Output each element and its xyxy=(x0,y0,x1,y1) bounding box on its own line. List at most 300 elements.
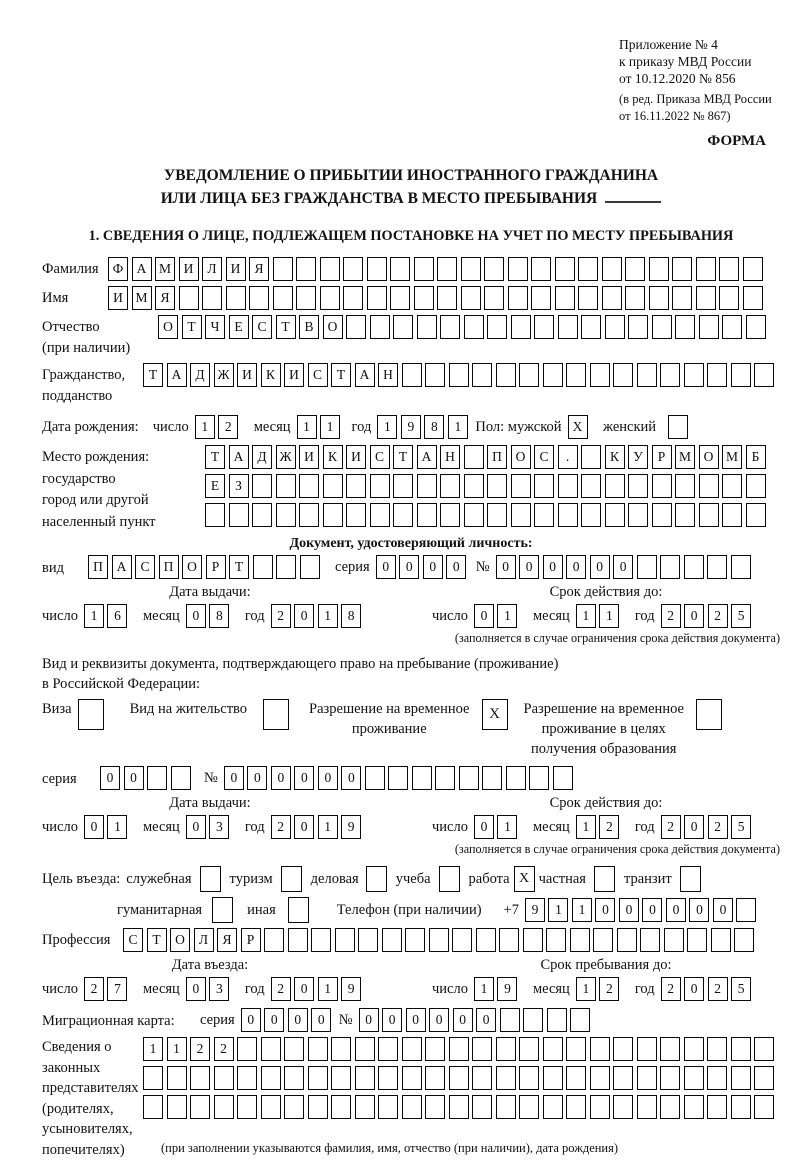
char-cell[interactable] xyxy=(543,1095,563,1119)
char-cell[interactable]: 5 xyxy=(731,815,751,839)
char-cell[interactable] xyxy=(459,766,479,790)
char-cell[interactable] xyxy=(311,928,331,952)
char-cell[interactable] xyxy=(675,474,695,498)
char-cell[interactable]: 0 xyxy=(186,815,206,839)
char-cell[interactable]: 0 xyxy=(590,555,610,579)
char-cell[interactable] xyxy=(746,503,766,527)
char-cell[interactable]: 0 xyxy=(474,815,494,839)
char-cell[interactable]: 5 xyxy=(731,604,751,628)
char-cell[interactable] xyxy=(417,474,437,498)
char-cell[interactable] xyxy=(171,766,191,790)
char-cell[interactable]: 2 xyxy=(599,977,619,1001)
char-cell[interactable]: 0 xyxy=(359,1008,379,1032)
char-cell[interactable] xyxy=(167,1095,187,1119)
char-cell[interactable] xyxy=(566,1095,586,1119)
char-cell[interactable] xyxy=(402,1095,422,1119)
char-cell[interactable] xyxy=(555,286,575,310)
char-cell[interactable] xyxy=(605,503,625,527)
char-cell[interactable] xyxy=(205,503,225,527)
char-cell[interactable] xyxy=(546,928,566,952)
char-cell[interactable]: Ч xyxy=(205,315,225,339)
char-cell[interactable]: 1 xyxy=(297,415,317,439)
char-cell[interactable]: Я xyxy=(249,257,269,281)
char-cell[interactable] xyxy=(237,1037,257,1061)
char-cell[interactable]: 0 xyxy=(241,1008,261,1032)
char-cell[interactable]: К xyxy=(323,445,343,469)
char-cell[interactable] xyxy=(684,1066,704,1090)
char-cell[interactable]: 0 xyxy=(271,766,291,790)
char-cell[interactable] xyxy=(707,1066,727,1090)
char-cell[interactable]: В xyxy=(299,315,319,339)
char-cell[interactable]: П xyxy=(88,555,108,579)
char-cell[interactable] xyxy=(696,286,716,310)
char-cell[interactable]: Д xyxy=(190,363,210,387)
char-cell[interactable] xyxy=(637,363,657,387)
char-cell[interactable]: С xyxy=(534,445,554,469)
char-cell[interactable] xyxy=(506,766,526,790)
char-cell[interactable] xyxy=(652,315,672,339)
char-cell[interactable]: 1 xyxy=(576,977,596,1001)
char-cell[interactable]: 0 xyxy=(311,1008,331,1032)
char-cell[interactable]: . xyxy=(558,445,578,469)
purpose-official-checkbox[interactable] xyxy=(200,866,221,892)
char-cell[interactable] xyxy=(496,1037,516,1061)
char-cell[interactable]: Ф xyxy=(108,257,128,281)
char-cell[interactable] xyxy=(523,1008,543,1032)
char-cell[interactable]: И xyxy=(346,445,366,469)
char-cell[interactable]: С xyxy=(135,555,155,579)
char-cell[interactable] xyxy=(625,286,645,310)
char-cell[interactable] xyxy=(613,363,633,387)
char-cell[interactable] xyxy=(440,315,460,339)
char-cell[interactable]: 0 xyxy=(318,766,338,790)
char-cell[interactable]: 0 xyxy=(429,1008,449,1032)
char-cell[interactable] xyxy=(696,257,716,281)
char-cell[interactable]: 1 xyxy=(448,415,468,439)
char-cell[interactable] xyxy=(487,315,507,339)
char-cell[interactable] xyxy=(261,1095,281,1119)
char-cell[interactable] xyxy=(472,1095,492,1119)
char-cell[interactable] xyxy=(320,257,340,281)
char-cell[interactable] xyxy=(660,1037,680,1061)
char-cell[interactable] xyxy=(731,1095,751,1119)
char-cell[interactable]: А xyxy=(112,555,132,579)
char-cell[interactable] xyxy=(581,474,601,498)
char-cell[interactable]: 9 xyxy=(341,977,361,1001)
char-cell[interactable]: 3 xyxy=(209,977,229,1001)
char-cell[interactable]: 0 xyxy=(294,766,314,790)
char-cell[interactable] xyxy=(508,257,528,281)
char-cell[interactable] xyxy=(308,1037,328,1061)
char-cell[interactable] xyxy=(707,1037,727,1061)
char-cell[interactable] xyxy=(590,1095,610,1119)
char-cell[interactable] xyxy=(675,503,695,527)
char-cell[interactable]: Т xyxy=(331,363,351,387)
char-cell[interactable]: 1 xyxy=(377,415,397,439)
char-cell[interactable]: М xyxy=(722,445,742,469)
temp-residence-education-checkbox[interactable] xyxy=(696,699,722,730)
char-cell[interactable] xyxy=(590,363,610,387)
char-cell[interactable] xyxy=(472,1037,492,1061)
char-cell[interactable] xyxy=(449,1066,469,1090)
char-cell[interactable] xyxy=(722,503,742,527)
char-cell[interactable]: О xyxy=(170,928,190,952)
char-cell[interactable] xyxy=(378,1066,398,1090)
char-cell[interactable] xyxy=(402,363,422,387)
char-cell[interactable] xyxy=(390,286,410,310)
char-cell[interactable]: Ж xyxy=(214,363,234,387)
char-cell[interactable] xyxy=(320,286,340,310)
char-cell[interactable]: 2 xyxy=(271,604,291,628)
char-cell[interactable]: И xyxy=(299,445,319,469)
char-cell[interactable]: Т xyxy=(147,928,167,952)
char-cell[interactable] xyxy=(308,1095,328,1119)
char-cell[interactable]: 2 xyxy=(271,815,291,839)
purpose-tourism-checkbox[interactable] xyxy=(281,866,302,892)
char-cell[interactable] xyxy=(355,1095,375,1119)
char-cell[interactable] xyxy=(252,474,272,498)
char-cell[interactable]: 0 xyxy=(476,1008,496,1032)
char-cell[interactable]: А xyxy=(167,363,187,387)
char-cell[interactable] xyxy=(382,928,402,952)
char-cell[interactable] xyxy=(754,363,774,387)
char-cell[interactable]: 7 xyxy=(107,977,127,1001)
char-cell[interactable]: 0 xyxy=(294,604,314,628)
char-cell[interactable]: С xyxy=(370,445,390,469)
char-cell[interactable] xyxy=(637,1095,657,1119)
char-cell[interactable] xyxy=(370,503,390,527)
char-cell[interactable]: М xyxy=(155,257,175,281)
char-cell[interactable] xyxy=(296,257,316,281)
char-cell[interactable] xyxy=(367,257,387,281)
char-cell[interactable] xyxy=(570,1008,590,1032)
char-cell[interactable] xyxy=(590,1037,610,1061)
char-cell[interactable]: 2 xyxy=(214,1037,234,1061)
char-cell[interactable]: 0 xyxy=(84,815,104,839)
char-cell[interactable] xyxy=(543,1037,563,1061)
char-cell[interactable] xyxy=(288,928,308,952)
char-cell[interactable] xyxy=(412,766,432,790)
char-cell[interactable]: 1 xyxy=(167,1037,187,1061)
char-cell[interactable] xyxy=(229,503,249,527)
char-cell[interactable]: 1 xyxy=(548,898,568,922)
char-cell[interactable] xyxy=(323,474,343,498)
char-cell[interactable]: 0 xyxy=(382,1008,402,1032)
char-cell[interactable] xyxy=(578,257,598,281)
char-cell[interactable]: 3 xyxy=(209,815,229,839)
char-cell[interactable] xyxy=(323,503,343,527)
char-cell[interactable]: 1 xyxy=(84,604,104,628)
char-cell[interactable]: 0 xyxy=(566,555,586,579)
char-cell[interactable]: Т xyxy=(393,445,413,469)
char-cell[interactable]: Б xyxy=(746,445,766,469)
char-cell[interactable]: 1 xyxy=(599,604,619,628)
char-cell[interactable] xyxy=(578,286,598,310)
char-cell[interactable] xyxy=(496,1095,516,1119)
char-cell[interactable] xyxy=(649,286,669,310)
char-cell[interactable] xyxy=(637,555,657,579)
char-cell[interactable] xyxy=(637,1037,657,1061)
char-cell[interactable]: Ж xyxy=(276,445,296,469)
char-cell[interactable] xyxy=(461,286,481,310)
char-cell[interactable]: М xyxy=(132,286,152,310)
char-cell[interactable]: С xyxy=(123,928,143,952)
sex-female-checkbox[interactable] xyxy=(668,415,688,439)
char-cell[interactable] xyxy=(487,474,507,498)
char-cell[interactable]: 9 xyxy=(401,415,421,439)
char-cell[interactable] xyxy=(508,286,528,310)
char-cell[interactable] xyxy=(284,1066,304,1090)
char-cell[interactable]: Я xyxy=(155,286,175,310)
char-cell[interactable] xyxy=(613,1037,633,1061)
char-cell[interactable]: 0 xyxy=(186,977,206,1001)
char-cell[interactable]: П xyxy=(487,445,507,469)
char-cell[interactable]: 1 xyxy=(497,604,517,628)
char-cell[interactable] xyxy=(425,363,445,387)
char-cell[interactable] xyxy=(500,1008,520,1032)
char-cell[interactable] xyxy=(437,257,457,281)
char-cell[interactable] xyxy=(566,363,586,387)
char-cell[interactable] xyxy=(402,1066,422,1090)
char-cell[interactable]: С xyxy=(308,363,328,387)
char-cell[interactable] xyxy=(331,1095,351,1119)
char-cell[interactable] xyxy=(660,555,680,579)
char-cell[interactable]: 2 xyxy=(599,815,619,839)
char-cell[interactable]: И xyxy=(284,363,304,387)
char-cell[interactable]: Р xyxy=(241,928,261,952)
char-cell[interactable] xyxy=(472,1066,492,1090)
residence-permit-checkbox[interactable] xyxy=(263,699,289,730)
char-cell[interactable] xyxy=(746,474,766,498)
char-cell[interactable]: 0 xyxy=(423,555,443,579)
char-cell[interactable] xyxy=(684,1037,704,1061)
char-cell[interactable] xyxy=(534,474,554,498)
char-cell[interactable] xyxy=(523,928,543,952)
char-cell[interactable] xyxy=(511,315,531,339)
char-cell[interactable]: 0 xyxy=(264,1008,284,1032)
char-cell[interactable]: 0 xyxy=(124,766,144,790)
temp-residence-checkbox[interactable]: X xyxy=(482,699,508,730)
char-cell[interactable] xyxy=(628,474,648,498)
char-cell[interactable] xyxy=(581,315,601,339)
char-cell[interactable] xyxy=(226,286,246,310)
purpose-work-checkbox[interactable]: X xyxy=(514,866,535,892)
char-cell[interactable] xyxy=(531,286,551,310)
purpose-study-checkbox[interactable] xyxy=(439,866,460,892)
char-cell[interactable] xyxy=(405,928,425,952)
char-cell[interactable] xyxy=(370,474,390,498)
char-cell[interactable] xyxy=(276,503,296,527)
char-cell[interactable]: 2 xyxy=(84,977,104,1001)
char-cell[interactable] xyxy=(731,1037,751,1061)
char-cell[interactable] xyxy=(719,257,739,281)
char-cell[interactable] xyxy=(253,555,273,579)
char-cell[interactable]: 0 xyxy=(684,977,704,1001)
char-cell[interactable] xyxy=(414,257,434,281)
char-cell[interactable] xyxy=(393,474,413,498)
char-cell[interactable]: А xyxy=(229,445,249,469)
char-cell[interactable]: И xyxy=(226,257,246,281)
char-cell[interactable]: 6 xyxy=(107,604,127,628)
char-cell[interactable] xyxy=(390,257,410,281)
char-cell[interactable] xyxy=(449,1095,469,1119)
char-cell[interactable] xyxy=(343,257,363,281)
char-cell[interactable]: 2 xyxy=(271,977,291,1001)
char-cell[interactable] xyxy=(672,286,692,310)
char-cell[interactable] xyxy=(393,503,413,527)
char-cell[interactable] xyxy=(167,1066,187,1090)
char-cell[interactable]: 8 xyxy=(341,604,361,628)
char-cell[interactable] xyxy=(743,257,763,281)
char-cell[interactable]: Л xyxy=(202,257,222,281)
char-cell[interactable] xyxy=(496,1066,516,1090)
char-cell[interactable] xyxy=(722,315,742,339)
char-cell[interactable] xyxy=(273,286,293,310)
char-cell[interactable] xyxy=(449,363,469,387)
purpose-humanitarian-checkbox[interactable] xyxy=(212,897,233,923)
char-cell[interactable] xyxy=(566,1037,586,1061)
char-cell[interactable] xyxy=(414,286,434,310)
char-cell[interactable]: 0 xyxy=(294,815,314,839)
char-cell[interactable] xyxy=(179,286,199,310)
char-cell[interactable] xyxy=(425,1037,445,1061)
char-cell[interactable]: И xyxy=(179,257,199,281)
char-cell[interactable]: 9 xyxy=(341,815,361,839)
char-cell[interactable] xyxy=(687,928,707,952)
char-cell[interactable]: 0 xyxy=(613,555,633,579)
char-cell[interactable] xyxy=(476,928,496,952)
char-cell[interactable] xyxy=(365,766,385,790)
char-cell[interactable] xyxy=(331,1066,351,1090)
char-cell[interactable] xyxy=(214,1066,234,1090)
char-cell[interactable]: 1 xyxy=(576,604,596,628)
char-cell[interactable] xyxy=(543,363,563,387)
char-cell[interactable] xyxy=(593,928,613,952)
char-cell[interactable]: 0 xyxy=(619,898,639,922)
char-cell[interactable] xyxy=(276,555,296,579)
char-cell[interactable] xyxy=(202,286,222,310)
char-cell[interactable]: Н xyxy=(378,363,398,387)
char-cell[interactable]: 9 xyxy=(497,977,517,1001)
char-cell[interactable] xyxy=(649,257,669,281)
char-cell[interactable]: Т xyxy=(182,315,202,339)
char-cell[interactable] xyxy=(308,1066,328,1090)
char-cell[interactable]: И xyxy=(108,286,128,310)
char-cell[interactable]: 0 xyxy=(666,898,686,922)
char-cell[interactable]: 1 xyxy=(143,1037,163,1061)
char-cell[interactable] xyxy=(699,503,719,527)
char-cell[interactable]: 9 xyxy=(525,898,545,922)
char-cell[interactable] xyxy=(499,928,519,952)
char-cell[interactable] xyxy=(417,315,437,339)
char-cell[interactable]: Т xyxy=(229,555,249,579)
purpose-other-checkbox[interactable] xyxy=(288,897,309,923)
char-cell[interactable]: Т xyxy=(143,363,163,387)
char-cell[interactable] xyxy=(519,1066,539,1090)
char-cell[interactable] xyxy=(531,257,551,281)
purpose-transit-checkbox[interactable] xyxy=(680,866,701,892)
char-cell[interactable] xyxy=(472,363,492,387)
char-cell[interactable]: 1 xyxy=(474,977,494,1001)
char-cell[interactable] xyxy=(731,363,751,387)
char-cell[interactable]: З xyxy=(229,474,249,498)
char-cell[interactable] xyxy=(482,766,502,790)
char-cell[interactable] xyxy=(570,928,590,952)
char-cell[interactable] xyxy=(558,315,578,339)
char-cell[interactable] xyxy=(367,286,387,310)
char-cell[interactable]: 1 xyxy=(576,815,596,839)
char-cell[interactable]: О xyxy=(158,315,178,339)
visa-checkbox[interactable] xyxy=(78,699,104,730)
char-cell[interactable]: А xyxy=(132,257,152,281)
char-cell[interactable]: 1 xyxy=(497,815,517,839)
char-cell[interactable]: 2 xyxy=(661,604,681,628)
char-cell[interactable]: Е xyxy=(205,474,225,498)
char-cell[interactable] xyxy=(731,555,751,579)
char-cell[interactable]: 0 xyxy=(446,555,466,579)
char-cell[interactable] xyxy=(355,1066,375,1090)
char-cell[interactable] xyxy=(566,1066,586,1090)
char-cell[interactable] xyxy=(711,928,731,952)
char-cell[interactable]: 0 xyxy=(519,555,539,579)
char-cell[interactable] xyxy=(684,363,704,387)
char-cell[interactable] xyxy=(637,1066,657,1090)
char-cell[interactable] xyxy=(496,363,516,387)
char-cell[interactable] xyxy=(660,363,680,387)
char-cell[interactable] xyxy=(534,315,554,339)
char-cell[interactable] xyxy=(484,257,504,281)
char-cell[interactable] xyxy=(143,1066,163,1090)
char-cell[interactable] xyxy=(754,1095,774,1119)
char-cell[interactable]: 2 xyxy=(190,1037,210,1061)
char-cell[interactable] xyxy=(652,503,672,527)
char-cell[interactable]: 2 xyxy=(708,977,728,1001)
char-cell[interactable]: 0 xyxy=(288,1008,308,1032)
char-cell[interactable]: 0 xyxy=(543,555,563,579)
char-cell[interactable] xyxy=(519,363,539,387)
char-cell[interactable] xyxy=(346,474,366,498)
char-cell[interactable] xyxy=(147,766,167,790)
char-cell[interactable] xyxy=(605,474,625,498)
char-cell[interactable]: 2 xyxy=(661,815,681,839)
char-cell[interactable]: О xyxy=(323,315,343,339)
char-cell[interactable] xyxy=(547,1008,567,1032)
char-cell[interactable] xyxy=(664,928,684,952)
char-cell[interactable]: 2 xyxy=(661,977,681,1001)
char-cell[interactable]: 0 xyxy=(713,898,733,922)
char-cell[interactable] xyxy=(358,928,378,952)
char-cell[interactable] xyxy=(393,315,413,339)
char-cell[interactable] xyxy=(519,1095,539,1119)
char-cell[interactable]: И xyxy=(237,363,257,387)
char-cell[interactable] xyxy=(249,286,269,310)
char-cell[interactable] xyxy=(343,286,363,310)
char-cell[interactable] xyxy=(581,503,601,527)
char-cell[interactable] xyxy=(484,286,504,310)
char-cell[interactable]: А xyxy=(355,363,375,387)
char-cell[interactable] xyxy=(440,503,460,527)
char-cell[interactable] xyxy=(464,474,484,498)
char-cell[interactable] xyxy=(602,286,622,310)
char-cell[interactable] xyxy=(355,1037,375,1061)
char-cell[interactable] xyxy=(388,766,408,790)
char-cell[interactable]: 0 xyxy=(642,898,662,922)
char-cell[interactable] xyxy=(543,1066,563,1090)
char-cell[interactable] xyxy=(452,928,472,952)
char-cell[interactable] xyxy=(555,257,575,281)
char-cell[interactable]: О xyxy=(182,555,202,579)
char-cell[interactable] xyxy=(464,445,484,469)
